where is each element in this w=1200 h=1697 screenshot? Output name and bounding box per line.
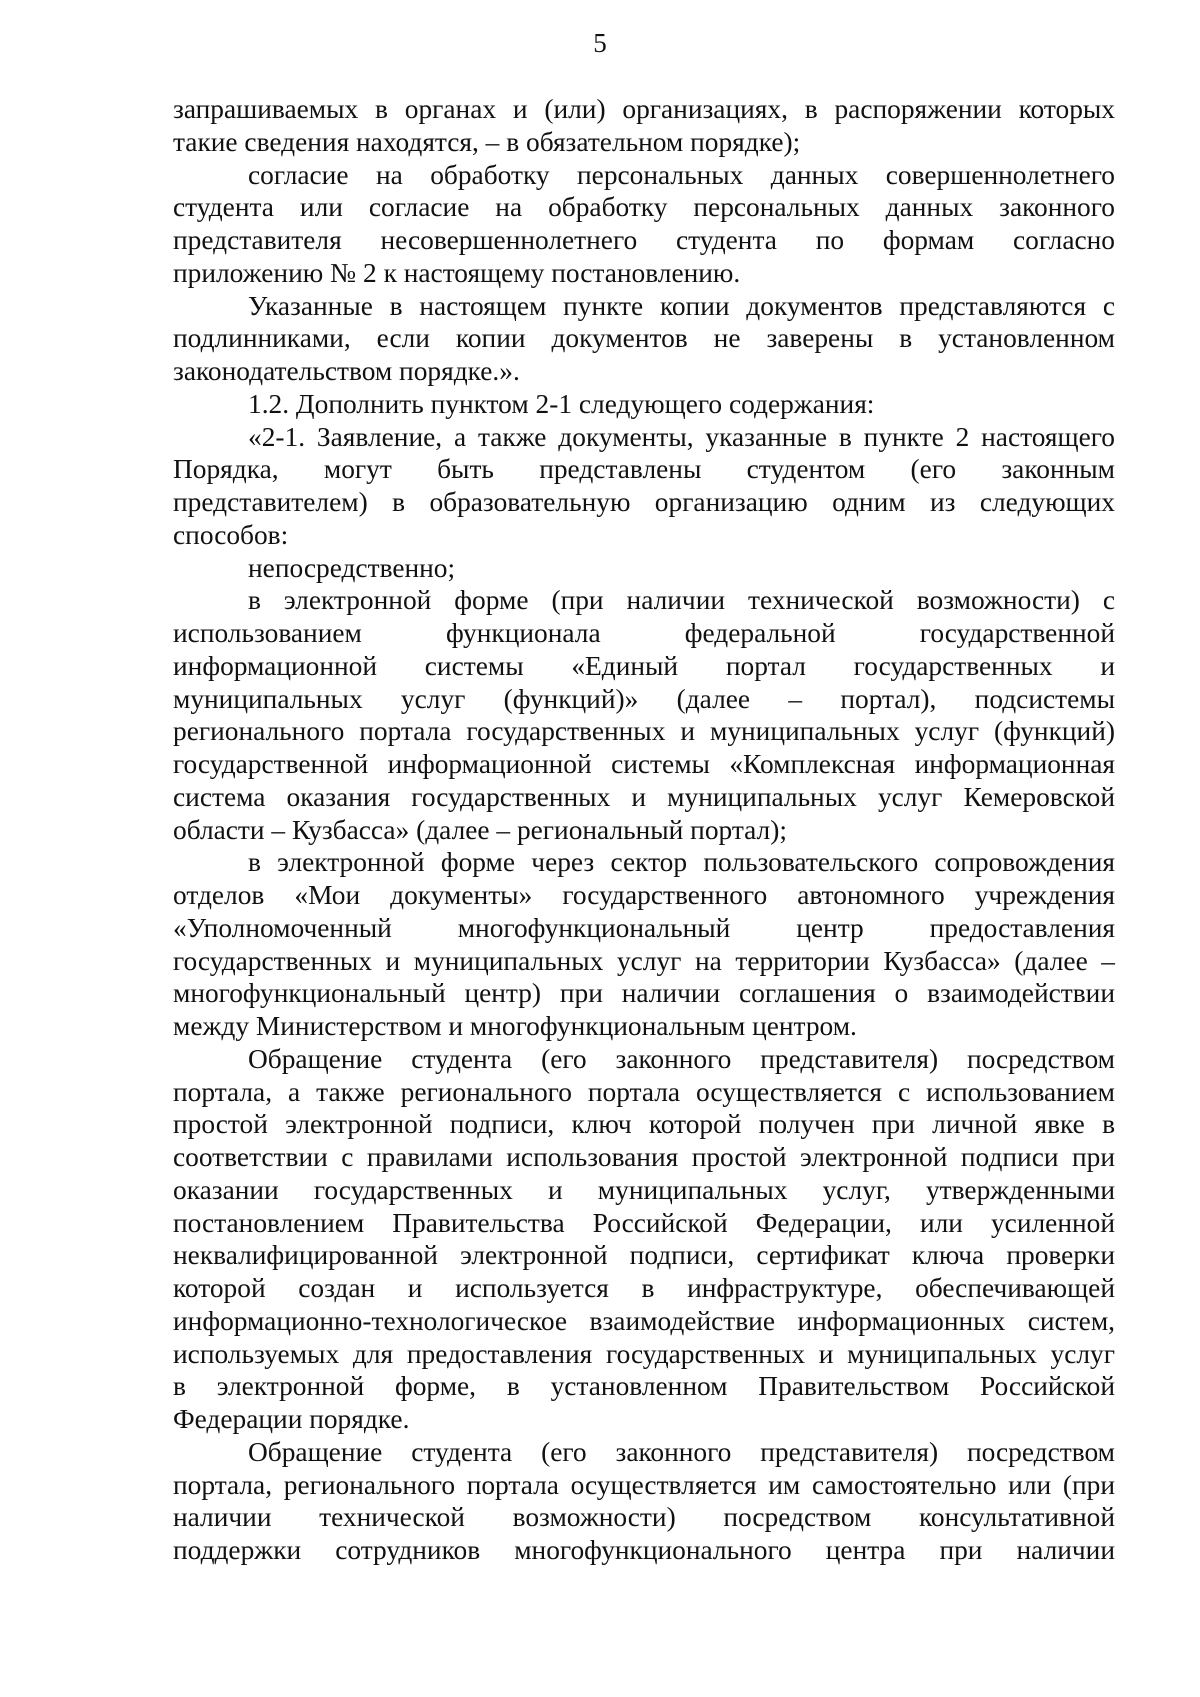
text-line: в электронной форме через сектор пользовательского сопровождения xyxy=(248,847,1115,878)
text-line: простой электронной подписи, ключ которой получен при личной явке в xyxy=(173,1109,1115,1140)
paragraph xyxy=(173,290,1115,388)
text-line: Указанные в настоящем пункте копии документов представляются с xyxy=(248,290,1115,321)
text-line: запрашиваемых в органах и (или) организациях, в распоряжении которых xyxy=(173,94,1115,124)
text-line: используемых для предоставления государственных и муниципальных услуг xyxy=(173,1338,1115,1369)
paragraph xyxy=(173,93,1115,159)
text-line: использованием функционала федеральной государственной xyxy=(173,618,1115,648)
document-body xyxy=(173,93,1115,1567)
text-line: регионального портала государственных и муниципальных услуг (функций) xyxy=(173,716,1115,747)
paragraph xyxy=(173,846,1115,1043)
text-line: оказании государственных и муниципальных услуг, утвержденными xyxy=(173,1174,1115,1205)
text-line: законодательством порядке.». xyxy=(173,356,520,386)
text-line: согласие на обработку персональных данных совершеннолетнего xyxy=(248,159,1115,190)
text-line: в электронной форме (при наличии технической возможности) с xyxy=(248,585,1115,616)
text-line: представителем) в образовательную организацию одним из следующих xyxy=(173,487,1115,517)
text-line: студента или согласие на обработку персональных данных законного xyxy=(173,192,1115,223)
text-line: подлинниками, если копии документов не заверены в установленном xyxy=(173,323,1115,354)
paragraph xyxy=(173,584,1115,846)
text-line: области – Кузбасса» (далее – региональный портал); xyxy=(173,814,787,845)
text-line: отделов «Мои документы» государственного автономного учреждения xyxy=(173,880,1115,910)
text-line: в электронной форме, в установленном Правительством Российской xyxy=(173,1371,1115,1402)
text-line: представителя несовершеннолетнего студента по формам согласно xyxy=(173,225,1115,255)
text-line: постановлением Правительства Российской Федерации, или усиленной xyxy=(173,1207,1115,1238)
text-line: приложению № 2 к настоящему постановлению. xyxy=(173,257,741,288)
paragraph xyxy=(173,388,1115,421)
text-line: многофункциональный центр) при наличии соглашения о взаимодействии xyxy=(173,978,1115,1009)
text-line: государственных и муниципальных услуг на территории Кузбасса» (далее – xyxy=(173,945,1115,976)
text-line: Обращение студента (его законного представителя) посредством xyxy=(248,1436,1115,1467)
text-line: система оказания государственных и муниципальных услуг Кемеровской xyxy=(173,781,1115,812)
text-line: соответствии с правилами использования простой электронной подписи при xyxy=(173,1142,1115,1172)
text-line: информационно-технологическое взаимодействие информационных систем, xyxy=(173,1305,1115,1336)
text-line: поддержки сотрудников многофункционального центра при наличии xyxy=(173,1535,1115,1565)
text-line: непосредственно; xyxy=(248,552,456,583)
text-line: информационной системы «Единый портал государственных и xyxy=(173,650,1115,681)
text-line: которой создан и используется в инфраструктуре, обеспечивающей xyxy=(173,1273,1115,1303)
paragraph xyxy=(173,159,1115,290)
text-line: «2-1. Заявление, а также документы, указанные в пункте 2 настоящего xyxy=(248,421,1115,452)
text-line: неквалифицированной электронной подписи, сертификат ключа проверки xyxy=(173,1240,1115,1271)
text-line: Обращение студента (его законного представителя) посредством xyxy=(248,1043,1115,1074)
text-line: портала, регионального портала осуществляется им самостоятельно или (при xyxy=(173,1469,1115,1500)
text-line: наличии технической возможности) посредством консультативной xyxy=(173,1502,1115,1533)
paragraph xyxy=(173,552,1115,585)
page-number: 5 xyxy=(593,28,607,58)
text-line: Федерации порядке. xyxy=(173,1404,410,1434)
text-line: 1.2. Дополнить пунктом 2-1 следующего содержания: xyxy=(248,388,875,419)
text-line: «Уполномоченный многофункциональный центр предоставления xyxy=(173,912,1115,943)
text-line: такие сведения находятся, – в обязательном порядке); xyxy=(173,126,801,157)
text-line: государственной информационной системы «Комплексная информационная xyxy=(173,749,1115,779)
text-line: муниципальных услуг (функций)» (далее – портал), подсистемы xyxy=(173,683,1115,714)
text-line: портала, а также регионального портала осуществляется с использованием xyxy=(173,1076,1115,1107)
paragraph xyxy=(173,1043,1115,1436)
text-line: Порядка, могут быть представлены студентом (его законным xyxy=(173,454,1115,485)
text-line: между Министерством и многофункциональным центром. xyxy=(173,1011,857,1041)
text-line: способов: xyxy=(173,519,289,550)
paragraph xyxy=(173,1436,1115,1567)
paragraph xyxy=(173,421,1115,552)
